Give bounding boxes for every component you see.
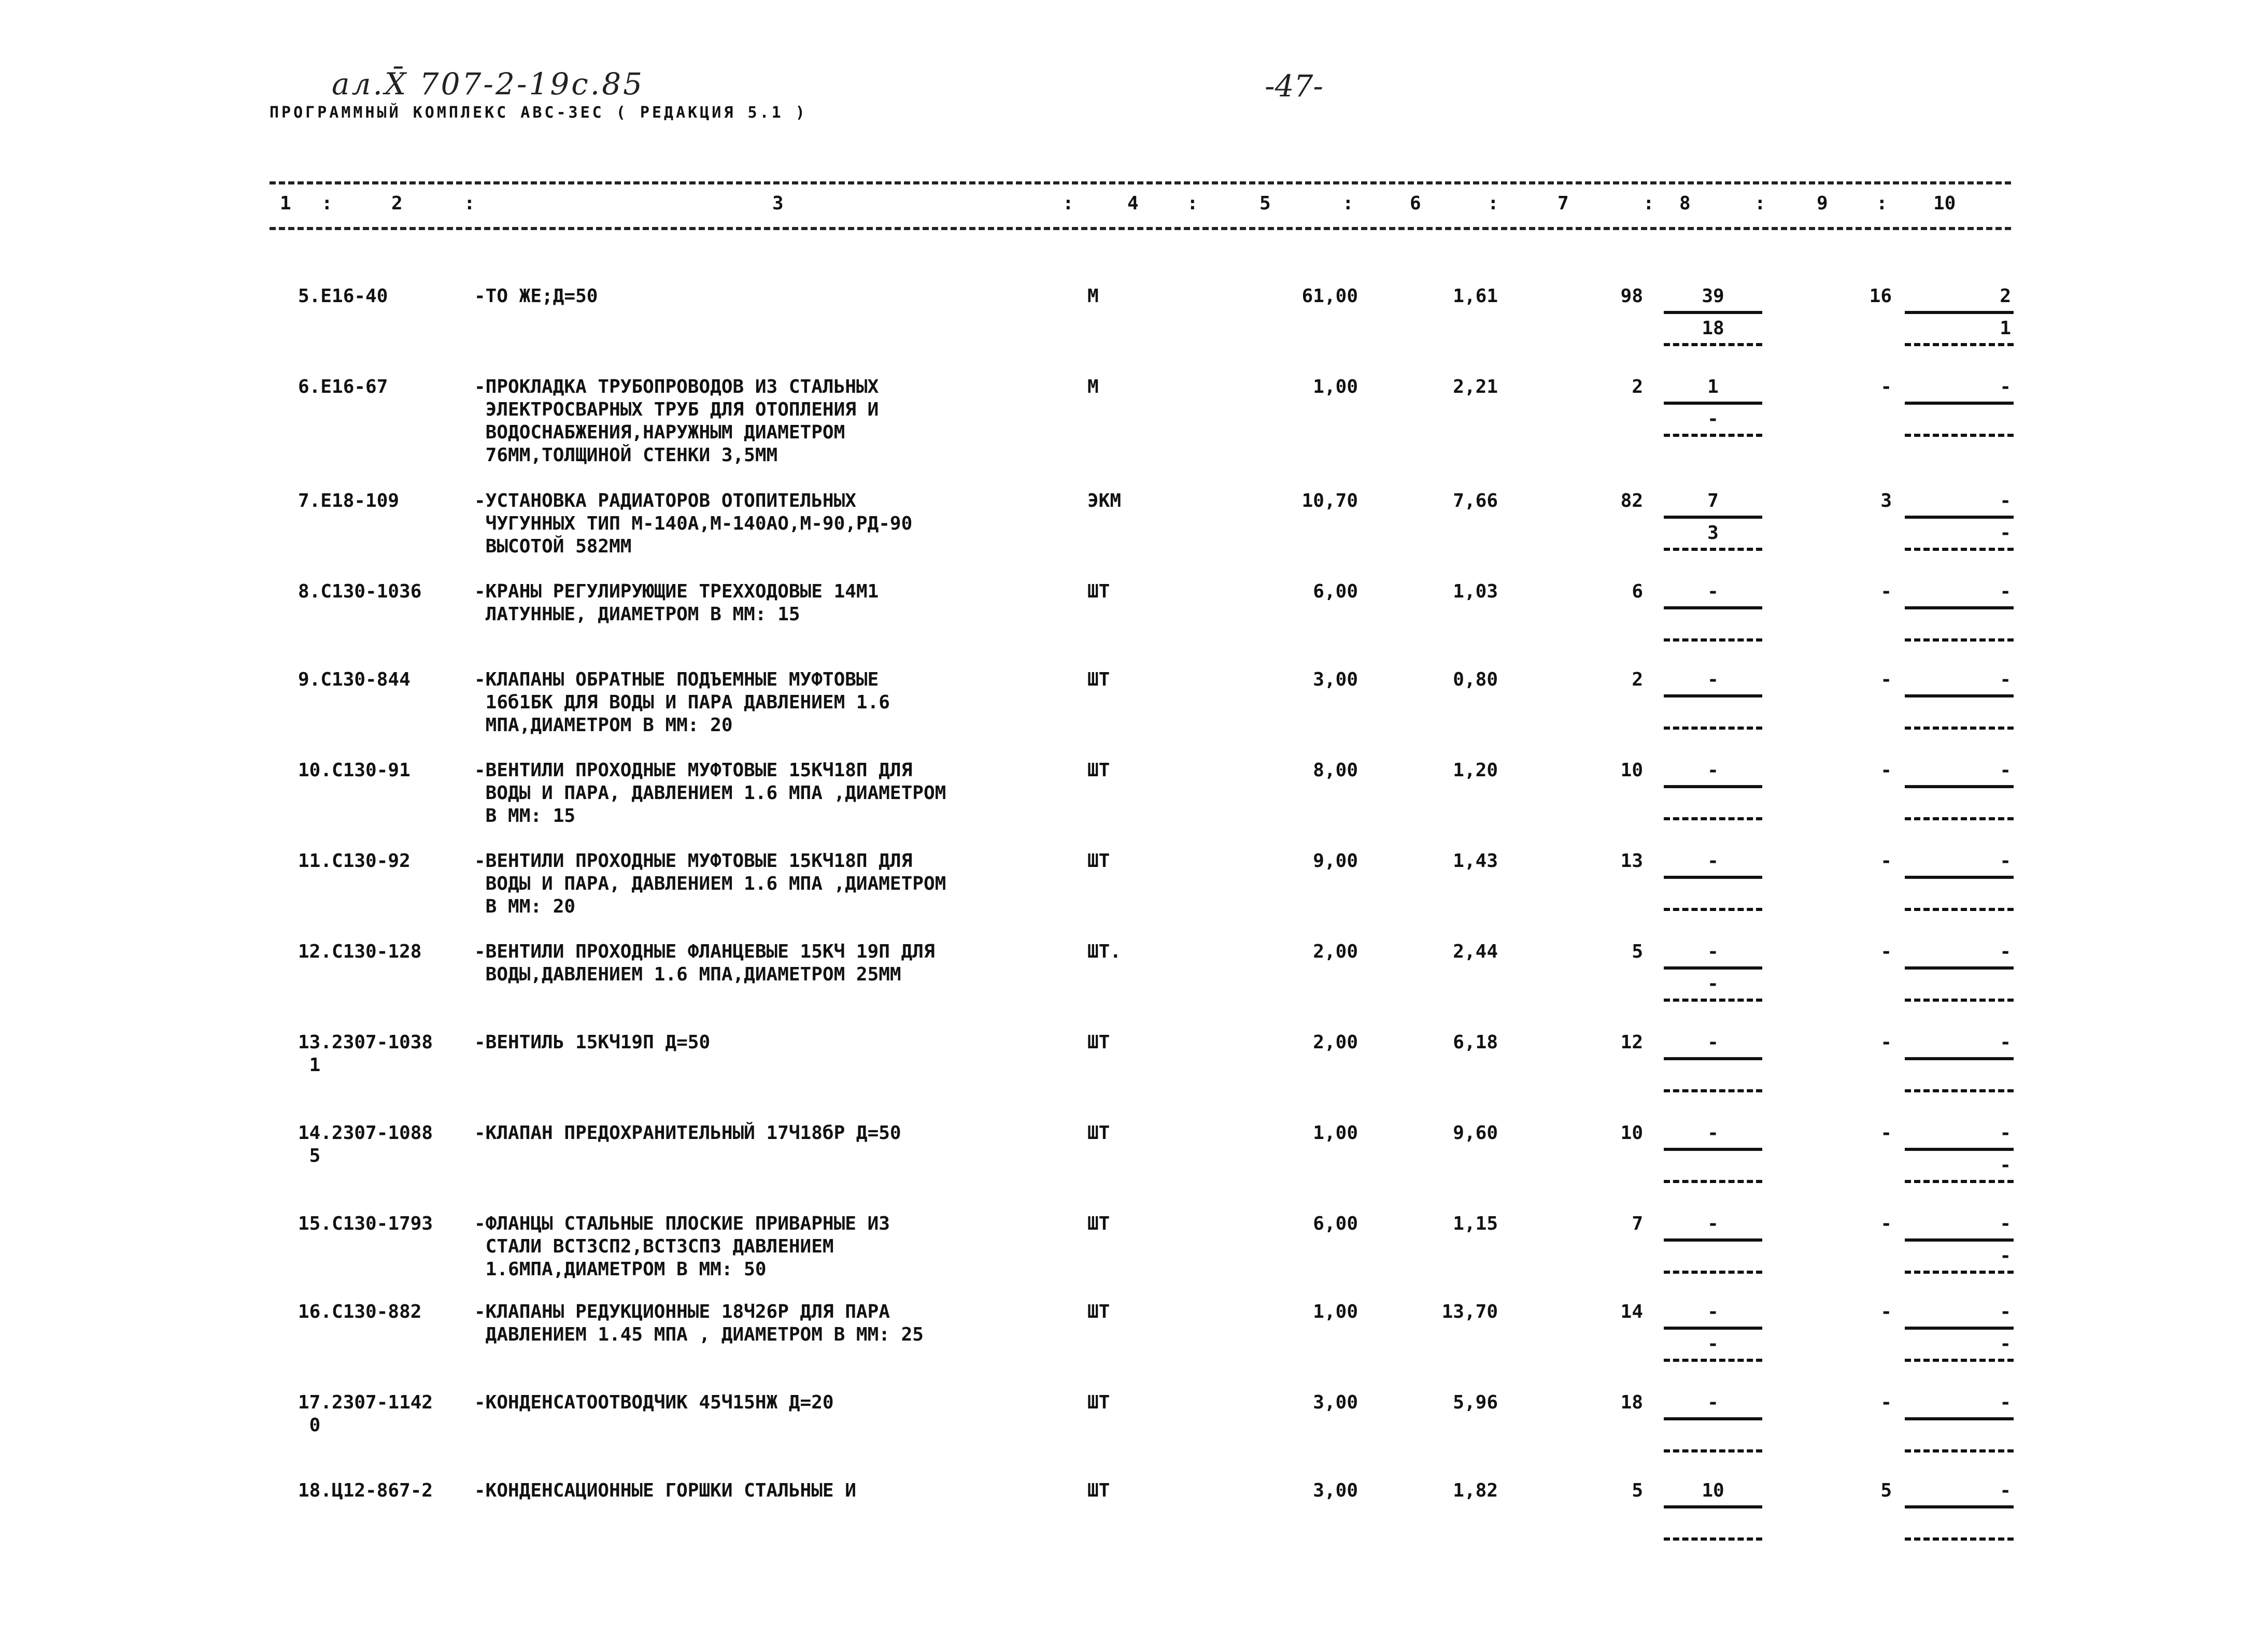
work-description: -ПРОКЛАДКА ТРУБОПРОВОДОВ ИЗ СТАЛЬНЫХ ЭЛЕКТРОСВАРНЫХ ТРУБ ДЛЯ ОТОПЛЕНИЯ И ВОДОСНАБЖЕНИЯ,НАРУЖНЫМ ДИАМЕТРОМ 76ММ,ТОЛЩИНОЙ СТЕНКИ 3,5ММ <box>474 376 879 466</box>
unit-price: 0,80 <box>1453 669 1498 690</box>
fraction-line <box>1905 402 2014 405</box>
col-9-value: - <box>1880 1301 1892 1322</box>
column-separator: : <box>321 193 333 214</box>
col-8-value: - <box>1707 1213 1719 1234</box>
column-header-1: 1 <box>280 193 291 214</box>
unit-price: 1,43 <box>1453 850 1498 872</box>
unit: ШТ <box>1087 1032 1110 1053</box>
work-description: -ВЕНТИЛИ ПРОХОДНЫЕ МУФТОВЫЕ 15КЧ18П ДЛЯ ВОДЫ И ПАРА, ДАВЛЕНИЕМ 1.6 МПА ,ДИАМЕТРОМ В ММ: 15 <box>474 760 946 827</box>
col-7-value: 2 <box>1632 669 1643 690</box>
fraction-line <box>1664 343 1762 346</box>
item-code: 10.С130-91 <box>298 760 410 781</box>
col-7-value: 5 <box>1632 941 1643 962</box>
item-code: 8.С130-1036 <box>298 581 422 602</box>
col-7-value: 6 <box>1632 581 1643 602</box>
col-7-value: 7 <box>1632 1213 1643 1234</box>
fraction-line <box>1905 1327 2014 1330</box>
col-7-value: 18 <box>1620 1392 1643 1413</box>
col-8-sub-value: - <box>1707 408 1719 430</box>
col-8-value: - <box>1707 1301 1719 1322</box>
fraction-line <box>1664 1089 1762 1092</box>
work-description: -КЛАПАНЫ ОБРАТНЫЕ ПОДЪЕМНЫЕ МУФТОВЫЕ 16б1БК ДЛЯ ВОДЫ И ПАРА ДАВЛЕНИЕМ 1.6 МПА,ДИАМЕТРОМ В ММ: 20 <box>474 669 890 736</box>
unit: ШТ <box>1087 850 1110 872</box>
col-9-value: - <box>1880 669 1892 690</box>
col-8-sub-value: 18 <box>1702 318 1724 339</box>
quantity: 10,70 <box>1301 490 1358 511</box>
fraction-line <box>1664 402 1762 405</box>
col-9-value: - <box>1880 1392 1892 1413</box>
fraction-line <box>1664 638 1762 642</box>
quantity: 1,00 <box>1313 376 1358 397</box>
fraction-line <box>1664 817 1762 820</box>
col-9-value: - <box>1880 376 1892 397</box>
fraction-line <box>1905 1271 2014 1274</box>
col-9-value: - <box>1880 1213 1892 1234</box>
work-description: -ВЕНТИЛИ ПРОХОДНЫЕ ФЛАНЦЕВЫЕ 15КЧ 19П ДЛЯ ВОДЫ,ДАВЛЕНИЕМ 1.6 МПА,ДИАМЕТРОМ 25ММ <box>474 941 935 985</box>
fraction-line <box>1664 1271 1762 1274</box>
fraction-line <box>1905 1449 2014 1452</box>
header-rule-bottom <box>270 227 2011 230</box>
unit-price: 2,44 <box>1453 941 1498 962</box>
fraction-line <box>1905 876 2014 879</box>
fraction-line <box>1905 1057 2014 1060</box>
col-8-value: - <box>1707 669 1719 690</box>
column-separator: : <box>1643 193 1654 214</box>
col-10-value: 2 <box>2000 286 2011 307</box>
col-10-sub-value: 1 <box>2000 318 2011 339</box>
fraction-line <box>1905 343 2014 346</box>
unit: ШТ <box>1087 1122 1110 1144</box>
col-7-value: 10 <box>1620 1122 1643 1144</box>
col-7-value: 82 <box>1620 490 1643 511</box>
quantity: 2,00 <box>1313 941 1358 962</box>
quantity: 3,00 <box>1313 1480 1358 1501</box>
fraction-line <box>1664 966 1762 970</box>
col-10-sub-value: - <box>2000 1245 2011 1266</box>
fraction-line <box>1664 785 1762 788</box>
col-7-value: 14 <box>1620 1301 1643 1322</box>
col-8-value: - <box>1707 1032 1719 1053</box>
col-10-value: - <box>2000 1301 2011 1322</box>
unit-price: 6,18 <box>1453 1032 1498 1053</box>
col-10-sub-value: - <box>2000 522 2011 544</box>
col-8-value: 39 <box>1702 286 1724 307</box>
quantity: 1,00 <box>1313 1122 1358 1144</box>
col-8-sub-value: - <box>1707 973 1719 994</box>
col-7-value: 10 <box>1620 760 1643 781</box>
album-code: ал.X̄ 707-2-19с.85 <box>332 66 644 102</box>
column-separator: : <box>1488 193 1499 214</box>
item-code: 17.2307-1142 0 <box>298 1392 433 1436</box>
fraction-line <box>1664 1148 1762 1151</box>
unit-price: 5,96 <box>1453 1392 1498 1413</box>
header-rule-top <box>270 181 2011 184</box>
col-7-value: 12 <box>1620 1032 1643 1053</box>
col-8-value: - <box>1707 581 1719 602</box>
fraction-line <box>1664 1449 1762 1452</box>
fraction-line <box>1664 999 1762 1002</box>
column-separator: : <box>464 193 475 214</box>
unit: М <box>1087 286 1099 307</box>
quantity: 1,00 <box>1313 1301 1358 1322</box>
unit: ШТ <box>1087 1480 1110 1501</box>
work-description: -КЛАПАН ПРЕДОХРАНИТЕЛЬНЫЙ 17Ч18бР Д=50 <box>474 1122 901 1144</box>
work-description: -ВЕНТИЛЬ 15КЧ19П Д=50 <box>474 1032 711 1053</box>
item-code: 16.С130-882 <box>298 1301 422 1322</box>
unit-price: 1,20 <box>1453 760 1498 781</box>
fraction-line <box>1905 1417 2014 1420</box>
col-10-value: - <box>2000 1392 2011 1413</box>
col-10-value: - <box>2000 1480 2011 1501</box>
fraction-line <box>1905 311 2014 314</box>
quantity: 6,00 <box>1313 1213 1358 1234</box>
item-code: 15.С130-1793 <box>298 1213 433 1234</box>
fraction-line <box>1664 694 1762 697</box>
fraction-line <box>1905 1238 2014 1242</box>
fraction-line <box>1905 1148 2014 1151</box>
item-code: 5.Е16-40 <box>298 286 388 307</box>
column-header-6: 6 <box>1410 193 1421 214</box>
fraction-line <box>1905 1089 2014 1092</box>
column-header-2: 2 <box>391 193 403 214</box>
unit: ШТ <box>1087 581 1110 602</box>
column-header-9: 9 <box>1817 193 1828 214</box>
col-10-value: - <box>2000 850 2011 872</box>
unit: ШТ. <box>1087 941 1122 962</box>
col-10-sub-value: - <box>2000 1155 2011 1176</box>
col-9-value: - <box>1880 581 1892 602</box>
col-9-value: - <box>1880 1032 1892 1053</box>
col-10-value: - <box>2000 669 2011 690</box>
item-code: 14.2307-1088 5 <box>298 1122 433 1166</box>
col-10-sub-value: - <box>2000 1333 2011 1355</box>
col-7-value: 13 <box>1620 850 1643 872</box>
fraction-line <box>1905 638 2014 642</box>
fraction-line <box>1905 966 2014 970</box>
col-10-value: - <box>2000 1122 2011 1144</box>
item-code: 6.Е16-67 <box>298 376 388 397</box>
item-code: 7.Е18-109 <box>298 490 400 511</box>
column-header-5: 5 <box>1259 193 1271 214</box>
fraction-line <box>1905 434 2014 437</box>
col-8-value: - <box>1707 850 1719 872</box>
item-code: 11.С130-92 <box>298 850 410 872</box>
item-code: 9.С130-844 <box>298 669 410 690</box>
fraction-line <box>1664 1417 1762 1420</box>
column-header-8: 8 <box>1679 193 1691 214</box>
unit-price: 13,70 <box>1441 1301 1498 1322</box>
col-8-sub-value: 3 <box>1707 522 1719 544</box>
unit-price: 7,66 <box>1453 490 1498 511</box>
unit-price: 9,60 <box>1453 1122 1498 1144</box>
quantity: 9,00 <box>1313 850 1358 872</box>
col-10-value: - <box>2000 760 2011 781</box>
column-separator: : <box>1187 193 1198 214</box>
fraction-line <box>1664 908 1762 911</box>
col-7-value: 5 <box>1632 1480 1643 1501</box>
column-separator: : <box>1063 193 1074 214</box>
col-10-value: - <box>2000 376 2011 397</box>
fraction-line <box>1664 516 1762 519</box>
fraction-line <box>1664 1327 1762 1330</box>
item-code: 13.2307-1038 1 <box>298 1032 433 1076</box>
unit-price: 1,82 <box>1453 1480 1498 1501</box>
fraction-line <box>1905 1359 2014 1362</box>
col-10-value: - <box>2000 581 2011 602</box>
item-code: 12.С130-128 <box>298 941 422 962</box>
col-10-value: - <box>2000 1213 2011 1234</box>
col-8-value: - <box>1707 941 1719 962</box>
col-10-value: - <box>2000 941 2011 962</box>
col-8-sub-value: - <box>1707 1333 1719 1355</box>
fraction-line <box>1664 606 1762 609</box>
col-8-value: - <box>1707 1122 1719 1144</box>
work-description: -КРАНЫ РЕГУЛИРУЮЩИЕ ТРЕХХОДОВЫЕ 14М1 ЛАТУННЫЕ, ДИАМЕТРОМ В ММ: 15 <box>474 581 879 625</box>
fraction-line <box>1664 434 1762 437</box>
work-description: -ВЕНТИЛИ ПРОХОДНЫЕ МУФТОВЫЕ 15КЧ18П ДЛЯ ВОДЫ И ПАРА, ДАВЛЕНИЕМ 1.6 МПА ,ДИАМЕТРОМ В ММ: 20 <box>474 850 946 917</box>
fraction-line <box>1905 606 2014 609</box>
work-description: -ФЛАНЦЫ СТАЛЬНЫЕ ПЛОСКИЕ ПРИВАРНЫЕ ИЗ СТАЛИ ВСТ3СП2,ВСТ3СП3 ДАВЛЕНИЕМ 1.6МПА,ДИАМЕТРОМ В ММ: 50 <box>474 1213 890 1280</box>
program-title: ПРОГРАММНЫЙ КОМПЛЕКС АВС-3ЕС ( РЕДАКЦИЯ 5.1 ) <box>270 104 808 122</box>
work-description: -ТО ЖЕ;Д=50 <box>474 286 598 307</box>
col-8-value: - <box>1707 1392 1719 1413</box>
unit-price: 2,21 <box>1453 376 1498 397</box>
fraction-line <box>1905 785 2014 788</box>
col-9-value: 5 <box>1880 1480 1892 1501</box>
fraction-line <box>1664 1537 1762 1541</box>
col-9-value: 3 <box>1880 490 1892 511</box>
col-7-value: 2 <box>1632 376 1643 397</box>
column-header-3: 3 <box>772 193 784 214</box>
fraction-line <box>1905 1537 2014 1541</box>
unit: ЭКМ <box>1087 490 1122 511</box>
page-number: -47- <box>1265 68 1323 104</box>
unit: ШТ <box>1087 1301 1110 1322</box>
col-8-value: 7 <box>1707 490 1719 511</box>
col-9-value: - <box>1880 760 1892 781</box>
fraction-line <box>1664 727 1762 730</box>
col-9-value: - <box>1880 850 1892 872</box>
col-9-value: 16 <box>1869 286 1892 307</box>
fraction-line <box>1664 1057 1762 1060</box>
col-8-value: - <box>1707 760 1719 781</box>
quantity: 8,00 <box>1313 760 1358 781</box>
unit: М <box>1087 376 1099 397</box>
fraction-line <box>1664 311 1762 314</box>
quantity: 3,00 <box>1313 669 1358 690</box>
unit: ШТ <box>1087 669 1110 690</box>
col-7-value: 98 <box>1620 286 1643 307</box>
column-header-10: 10 <box>1933 193 1956 214</box>
fraction-line <box>1664 1505 1762 1508</box>
work-description: -КЛАПАНЫ РЕДУКЦИОННЫЕ 18Ч26Р ДЛЯ ПАРА ДАВЛЕНИЕМ 1.45 МПА , ДИАМЕТРОМ В ММ: 25 <box>474 1301 924 1345</box>
fraction-line <box>1905 694 2014 697</box>
column-header-4: 4 <box>1127 193 1139 214</box>
unit: ШТ <box>1087 1392 1110 1413</box>
column-separator: : <box>1754 193 1766 214</box>
col-8-value: 1 <box>1707 376 1719 397</box>
quantity: 6,00 <box>1313 581 1358 602</box>
column-separator: : <box>1342 193 1354 214</box>
fraction-line <box>1664 1238 1762 1242</box>
unit-price: 1,03 <box>1453 581 1498 602</box>
col-9-value: - <box>1880 941 1892 962</box>
fraction-line <box>1905 1180 2014 1183</box>
unit: ШТ <box>1087 760 1110 781</box>
fraction-line <box>1664 1180 1762 1183</box>
fraction-line <box>1905 727 2014 730</box>
fraction-line <box>1905 999 2014 1002</box>
item-code: 18.Ц12-867-2 <box>298 1480 433 1501</box>
fraction-line <box>1905 548 2014 551</box>
work-description: -УСТАНОВКА РАДИАТОРОВ ОТОПИТЕЛЬНЫХ ЧУГУННЫХ ТИП М-140А,М-140АО,М-90,РД-90 ВЫСОТОЙ 582ММ <box>474 490 913 557</box>
quantity: 61,00 <box>1301 286 1358 307</box>
unit-price: 1,15 <box>1453 1213 1498 1234</box>
fraction-line <box>1664 548 1762 551</box>
work-description: -КОНДЕНСАЦИОННЫЕ ГОРШКИ СТАЛЬНЫЕ И <box>474 1480 856 1501</box>
col-9-value: - <box>1880 1122 1892 1144</box>
fraction-line <box>1905 908 2014 911</box>
fraction-line <box>1664 1359 1762 1362</box>
table-header <box>0 193 2265 217</box>
unit: ШТ <box>1087 1213 1110 1234</box>
fraction-line <box>1905 1505 2014 1508</box>
col-10-value: - <box>2000 490 2011 511</box>
unit-price: 1,61 <box>1453 286 1498 307</box>
quantity: 2,00 <box>1313 1032 1358 1053</box>
column-header-7: 7 <box>1558 193 1569 214</box>
col-10-value: - <box>2000 1032 2011 1053</box>
fraction-line <box>1664 876 1762 879</box>
column-separator: : <box>1876 193 1888 214</box>
col-8-value: 10 <box>1702 1480 1724 1501</box>
quantity: 3,00 <box>1313 1392 1358 1413</box>
fraction-line <box>1905 516 2014 519</box>
fraction-line <box>1905 817 2014 820</box>
work-description: -КОНДЕНСАТООТВОДЧИК 45Ч15НЖ Д=20 <box>474 1392 834 1413</box>
